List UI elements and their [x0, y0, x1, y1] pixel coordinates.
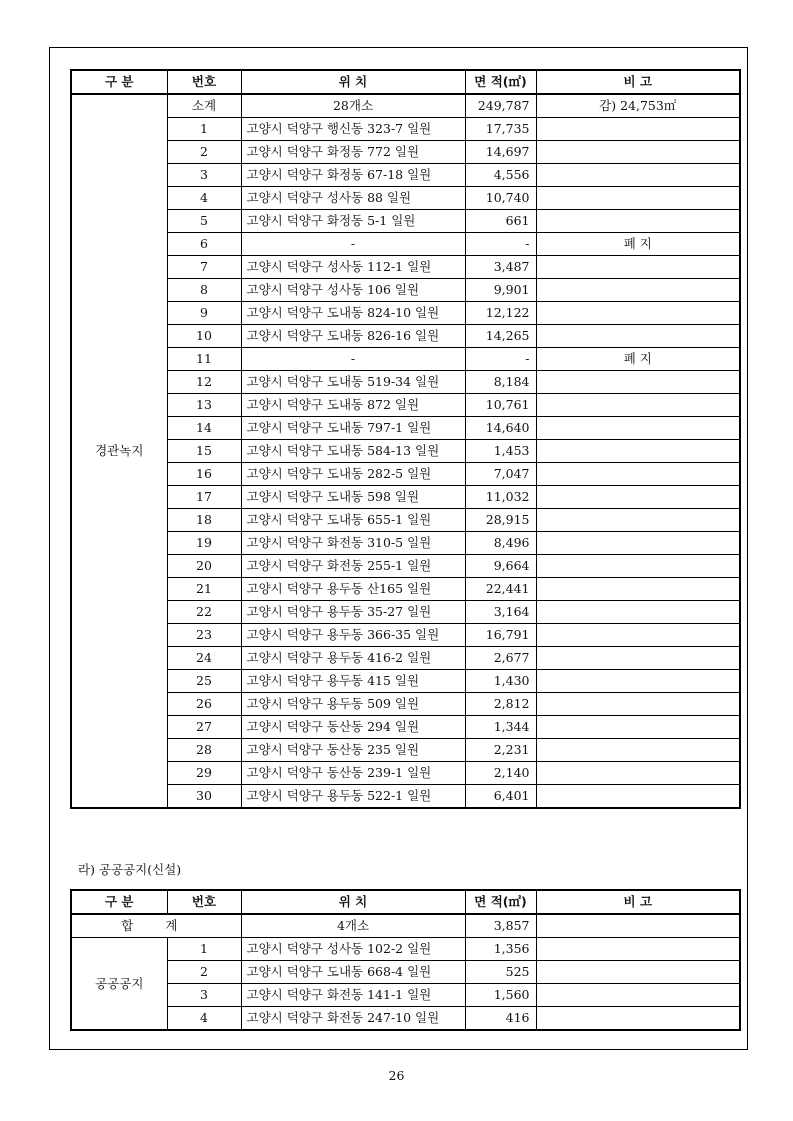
row-location: 고양시 덕양구 도내동 598 일원: [241, 486, 465, 509]
table-row: [71, 256, 740, 279]
row-remarks: [536, 279, 740, 302]
row-remarks: [536, 486, 740, 509]
table-row: [71, 601, 740, 624]
row-area: 14,265: [465, 325, 536, 348]
row-location: 고양시 덕양구 동산동 239-1 일원: [241, 762, 465, 785]
row-remarks: [536, 578, 740, 601]
page-number: 26: [388, 1068, 405, 1083]
row-remarks: [536, 187, 740, 210]
table-row: [71, 1007, 740, 1031]
table-row: [71, 624, 740, 647]
row-location: 고양시 덕양구 용두동 415 일원: [241, 670, 465, 693]
row-number: 9: [167, 302, 241, 325]
row-number: 28: [167, 739, 241, 762]
table-row: [71, 938, 740, 961]
total-row: [71, 914, 740, 938]
header-remarks: 비 고: [536, 890, 740, 914]
row-remarks: [536, 440, 740, 463]
row-location: 고양시 덕양구 화전동 247-10 일원: [241, 1007, 465, 1031]
row-remarks: [536, 693, 740, 716]
row-remarks: [536, 624, 740, 647]
row-remarks: [536, 256, 740, 279]
row-location: 고양시 덕양구 도내동 797-1 일원: [241, 417, 465, 440]
row-number: 10: [167, 325, 241, 348]
header-category: 구 분: [71, 890, 167, 914]
table-row: [71, 670, 740, 693]
table-row: [71, 118, 740, 141]
row-remarks: [536, 938, 740, 961]
row-remarks: [536, 984, 740, 1007]
row-area: 22,441: [465, 578, 536, 601]
row-number: 2: [167, 141, 241, 164]
row-number: 15: [167, 440, 241, 463]
row-location: 고양시 덕양구 화전동 310-5 일원: [241, 532, 465, 555]
subtotal-label: 소계: [167, 94, 241, 118]
row-remarks: [536, 555, 740, 578]
row-location: 고양시 덕양구 화정동 772 일원: [241, 141, 465, 164]
row-location: 고양시 덕양구 용두동 35-27 일원: [241, 601, 465, 624]
row-area: 10,761: [465, 394, 536, 417]
row-area: 2,140: [465, 762, 536, 785]
table-row: [71, 164, 740, 187]
row-area: 9,664: [465, 555, 536, 578]
row-number: 21: [167, 578, 241, 601]
header-number: 번호: [167, 70, 241, 94]
row-location: 고양시 덕양구 용두동 366-35 일원: [241, 624, 465, 647]
row-area: 9,901: [465, 279, 536, 302]
row-remarks: [536, 961, 740, 984]
row-number: 17: [167, 486, 241, 509]
row-remarks: [536, 739, 740, 762]
table-row: [71, 578, 740, 601]
row-area: 1,344: [465, 716, 536, 739]
row-number: 1: [167, 118, 241, 141]
row-number: 4: [167, 187, 241, 210]
subtotal-area: 249,787: [465, 94, 536, 118]
table-row: [71, 233, 740, 256]
row-number: 1: [167, 938, 241, 961]
row-area: 7,047: [465, 463, 536, 486]
row-location: 고양시 덕양구 도내동 584-13 일원: [241, 440, 465, 463]
row-number: 29: [167, 762, 241, 785]
row-number: 7: [167, 256, 241, 279]
row-area: 1,430: [465, 670, 536, 693]
row-location: 고양시 덕양구 도내동 668-4 일원: [241, 961, 465, 984]
table-row: [71, 785, 740, 809]
row-area: 661: [465, 210, 536, 233]
row-number: 6: [167, 233, 241, 256]
row-location: -: [241, 348, 465, 371]
row-location: -: [241, 233, 465, 256]
row-remarks: [536, 394, 740, 417]
row-location: 고양시 덕양구 화정동 67-18 일원: [241, 164, 465, 187]
green-space-table: [70, 69, 741, 809]
row-number: 22: [167, 601, 241, 624]
row-remarks: 폐 지: [536, 348, 740, 371]
row-location: 고양시 덕양구 성사동 88 일원: [241, 187, 465, 210]
row-remarks: 폐 지: [536, 233, 740, 256]
header-area: 면 적(㎡): [465, 890, 536, 914]
row-remarks: [536, 302, 740, 325]
row-area: 525: [465, 961, 536, 984]
row-remarks: [536, 118, 740, 141]
table-row: [71, 716, 740, 739]
header-location: 위 치: [241, 890, 465, 914]
table-row: [71, 187, 740, 210]
row-remarks: [536, 532, 740, 555]
table-row: [71, 325, 740, 348]
table-row: [71, 647, 740, 670]
row-location: 고양시 덕양구 화전동 141-1 일원: [241, 984, 465, 1007]
subtotal-row: [71, 94, 740, 118]
row-location: 고양시 덕양구 동산동 235 일원: [241, 739, 465, 762]
row-number: 3: [167, 164, 241, 187]
table-row: [71, 210, 740, 233]
row-area: -: [465, 233, 536, 256]
row-area: 3,487: [465, 256, 536, 279]
row-area: 1,453: [465, 440, 536, 463]
row-number: 5: [167, 210, 241, 233]
table-row: [71, 141, 740, 164]
header-remarks: 비 고: [536, 70, 740, 94]
row-number: 11: [167, 348, 241, 371]
section-title: 라) 공공공지(신설): [78, 862, 182, 877]
row-remarks: [536, 601, 740, 624]
row-location: 고양시 덕양구 성사동 106 일원: [241, 279, 465, 302]
row-area: 14,697: [465, 141, 536, 164]
row-number: 16: [167, 463, 241, 486]
public-space-table: [70, 889, 741, 1031]
row-area: 4,556: [465, 164, 536, 187]
row-location: 고양시 덕양구 도내동 872 일원: [241, 394, 465, 417]
row-number: 19: [167, 532, 241, 555]
row-number: 4: [167, 1007, 241, 1031]
row-location: 고양시 덕양구 성사동 102-2 일원: [241, 938, 465, 961]
row-location: 고양시 덕양구 도내동 282-5 일원: [241, 463, 465, 486]
row-location: 고양시 덕양구 도내동 655-1 일원: [241, 509, 465, 532]
row-location: 고양시 덕양구 도내동 826-16 일원: [241, 325, 465, 348]
row-location: 고양시 덕양구 행신동 323-7 일원: [241, 118, 465, 141]
row-area: 1,356: [465, 938, 536, 961]
table-row: [71, 984, 740, 1007]
row-area: 12,122: [465, 302, 536, 325]
row-location: 고양시 덕양구 도내동 519-34 일원: [241, 371, 465, 394]
table-row: [71, 394, 740, 417]
row-remarks: [536, 509, 740, 532]
row-area: 11,032: [465, 486, 536, 509]
row-remarks: [536, 762, 740, 785]
row-area: 2,231: [465, 739, 536, 762]
row-remarks: [536, 785, 740, 809]
row-location: 고양시 덕양구 용두동 509 일원: [241, 693, 465, 716]
row-area: 2,812: [465, 693, 536, 716]
row-location: 고양시 덕양구 동산동 294 일원: [241, 716, 465, 739]
table-row: [71, 509, 740, 532]
row-area: 14,640: [465, 417, 536, 440]
row-remarks: [536, 647, 740, 670]
total-location: 4개소: [241, 914, 465, 938]
row-number: 25: [167, 670, 241, 693]
row-number: 14: [167, 417, 241, 440]
row-remarks: [536, 417, 740, 440]
subtotal-remarks: 감) 24,753㎡: [536, 94, 740, 118]
row-remarks: [536, 141, 740, 164]
row-remarks: [536, 670, 740, 693]
row-area: 1,560: [465, 984, 536, 1007]
row-number: 26: [167, 693, 241, 716]
row-area: 16,791: [465, 624, 536, 647]
row-remarks: [536, 210, 740, 233]
row-number: 23: [167, 624, 241, 647]
row-number: 12: [167, 371, 241, 394]
row-location: 고양시 덕양구 도내동 824-10 일원: [241, 302, 465, 325]
table-row: [71, 486, 740, 509]
row-area: 6,401: [465, 785, 536, 809]
table-row: [71, 302, 740, 325]
total-label: 합 계: [71, 914, 241, 938]
row-area: 8,496: [465, 532, 536, 555]
row-number: 8: [167, 279, 241, 302]
row-remarks: [536, 1007, 740, 1031]
header-category: 구 분: [71, 70, 167, 94]
row-remarks: [536, 325, 740, 348]
row-location: 고양시 덕양구 용두동 522-1 일원: [241, 785, 465, 809]
table-row: [71, 440, 740, 463]
table-header-row: [71, 70, 740, 94]
table-row: [71, 555, 740, 578]
row-remarks: [536, 716, 740, 739]
row-location: 고양시 덕양구 화정동 5-1 일원: [241, 210, 465, 233]
row-number: 2: [167, 961, 241, 984]
row-area: 416: [465, 1007, 536, 1031]
row-area: 8,184: [465, 371, 536, 394]
table-row: [71, 371, 740, 394]
table-row: [71, 762, 740, 785]
header-location: 위 치: [241, 70, 465, 94]
total-area: 3,857: [465, 914, 536, 938]
row-area: 3,164: [465, 601, 536, 624]
table-row: [71, 463, 740, 486]
row-remarks: [536, 463, 740, 486]
table-row: [71, 961, 740, 984]
header-area: 면 적(㎡): [465, 70, 536, 94]
table-row: [71, 532, 740, 555]
row-number: 18: [167, 509, 241, 532]
row-area: 17,735: [465, 118, 536, 141]
row-number: 20: [167, 555, 241, 578]
row-area: -: [465, 348, 536, 371]
row-number: 30: [167, 785, 241, 809]
row-area: 28,915: [465, 509, 536, 532]
row-number: 13: [167, 394, 241, 417]
header-number: 번호: [167, 890, 241, 914]
row-remarks: [536, 164, 740, 187]
table-row: [71, 279, 740, 302]
table-row: [71, 739, 740, 762]
table-header-row: [71, 890, 740, 914]
table-row: [71, 348, 740, 371]
row-area: 2,677: [465, 647, 536, 670]
row-location: 고양시 덕양구 용두동 416-2 일원: [241, 647, 465, 670]
row-location: 고양시 덕양구 성사동 112-1 일원: [241, 256, 465, 279]
row-number: 27: [167, 716, 241, 739]
category-cell: 경관녹지: [71, 94, 167, 808]
subtotal-location: 28개소: [241, 94, 465, 118]
row-area: 10,740: [465, 187, 536, 210]
row-location: 고양시 덕양구 화전동 255-1 일원: [241, 555, 465, 578]
table-row: [71, 693, 740, 716]
table-row: [71, 417, 740, 440]
row-number: 3: [167, 984, 241, 1007]
total-remarks: [536, 914, 740, 938]
row-remarks: [536, 371, 740, 394]
category-cell: 공공공지: [71, 938, 167, 1031]
row-location: 고양시 덕양구 용두동 산165 일원: [241, 578, 465, 601]
row-number: 24: [167, 647, 241, 670]
